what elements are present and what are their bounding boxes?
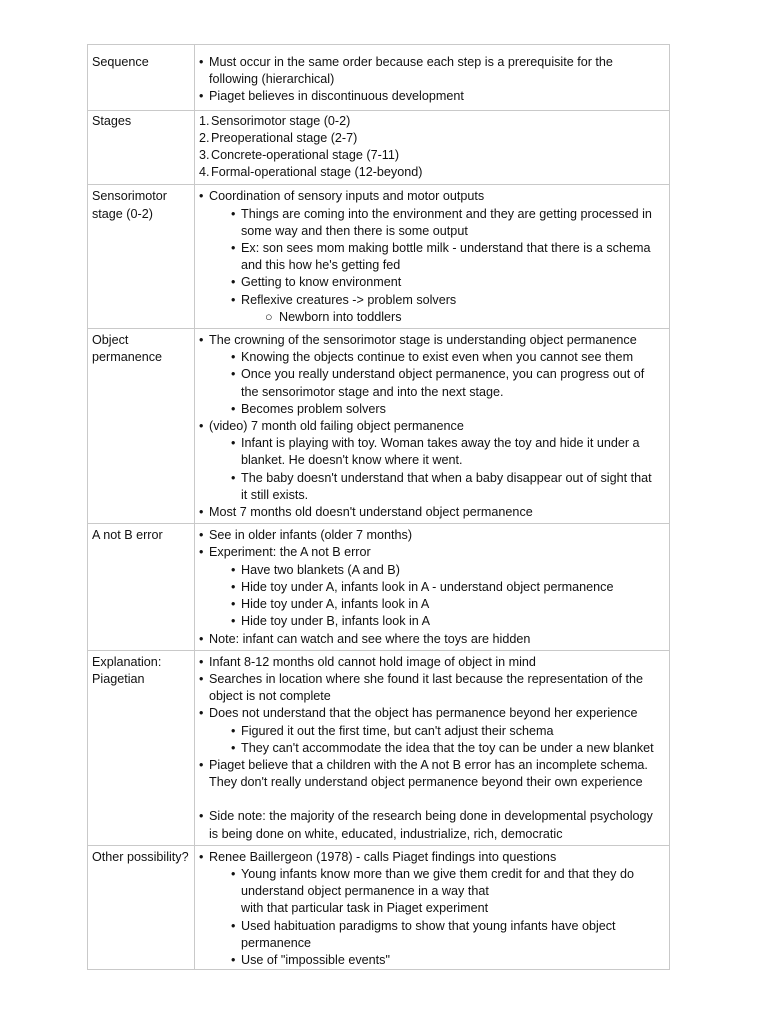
item-text: Piaget believe that a children with the A not B error has an incomplete schema. [209,757,648,772]
item-text: Hide toy under B, infants look in A [241,614,431,629]
bullet-icon: • [199,809,204,824]
bullet-item [199,596,663,613]
item-text: it still exists. [241,487,309,502]
bullet-item [199,866,663,883]
item-text: Infant 8-12 months old cannot hold image of object in mind [209,654,536,669]
bullet-icon: • [231,614,236,629]
item-text: Figured it out the first time, but can't adjust their schema [241,723,554,738]
item-text: Preoperational stage (2-7) [211,130,358,145]
item-text: blanket. He doesn't know where it went. [241,453,463,468]
bullet-icon: • [199,631,204,646]
term-label: Stages [92,113,132,128]
bullet-item [199,723,663,740]
bullet-icon: • [231,367,236,382]
bullet-icon: • [199,333,204,348]
bullet-icon: • [231,740,236,755]
bullet-item [199,452,663,469]
bullet-icon: • [231,292,236,307]
bullet-item [199,504,663,521]
bullet-icon: • [199,706,204,721]
term-cell [88,185,195,329]
note-row [88,845,670,969]
bullet-item [199,562,663,579]
item-text: Side note: the majority of the research being done in developmental psychology [209,809,653,824]
bullet-icon: • [231,470,236,485]
term-cell [88,329,195,524]
bullet-item [199,808,663,825]
bullet-item [199,654,663,671]
bullet-item [199,223,663,240]
list-number: 3. [199,148,210,163]
item-text: Does not understand that the object has permanence beyond her experience [209,706,638,721]
bullet-icon: • [199,55,204,69]
bullet-icon: • [231,562,236,577]
bullet-icon: • [231,401,236,416]
item-text: Formal-operational stage (12-beyond) [211,165,423,180]
bullet-icon: • [199,89,204,104]
bullet-item [199,527,663,544]
spacer [199,791,663,808]
bullet-item [199,688,663,705]
bullet-icon: • [231,436,236,451]
bullet-item [199,309,663,326]
item-text: Ex: son sees mom making bottle milk - understand that there is a schema [241,241,651,256]
bullet-icon: • [199,528,204,543]
item-text: Searches in location where she found it last because the representation of the [209,671,644,686]
term-cell [88,524,195,650]
term-label: Sensorimotor stage (0-2) [92,189,167,221]
bullet-item [199,292,663,309]
bullet-item [199,257,663,274]
item-text: Things are coming into the environment and they are getting processed in [241,206,652,221]
bullet-icon: • [231,918,236,933]
item-text: and this how he's getting fed [241,258,401,273]
bullet-icon: • [231,866,236,881]
term-cell [88,650,195,845]
bullet-icon: • [199,545,204,560]
bullet-icon: • [231,723,236,738]
item-text: object is not complete [209,689,331,704]
notes-cell [195,329,670,524]
item-text: Hide toy under A, infants look in A [241,597,430,612]
bullet-item [199,849,663,866]
item-text: Must occur in the same order because each step is a prerequisite for the [209,55,613,69]
term-label: A not B error [92,528,163,543]
item-text: Concrete-operational stage (7-11) [211,148,400,163]
note-row [88,110,670,185]
item-text: Sensorimotor stage (0-2) [211,113,351,128]
bullet-item [199,332,663,349]
bullet-item [199,774,663,791]
bullet-icon: • [199,849,204,864]
item-text: Coordination of sensory inputs and motor outputs [209,189,485,204]
bullet-item [199,54,663,71]
numbered-item [199,164,663,181]
item-text: Experiment: the A not B error [209,545,371,560]
item-text: Used habituation paradigms to show that young infants have object [241,918,616,933]
bullet-item [199,418,663,435]
item-text: Renee Baillergeon (1978) - calls Piaget findings into questions [209,849,557,864]
bullet-item [199,952,663,969]
circle-bullet-icon: ○ [265,309,273,324]
bullet-icon: • [199,419,204,434]
bullet-icon: • [199,505,204,520]
item-text: Newborn into toddlers [279,309,402,324]
term-label: Other possibility? [92,849,189,864]
item-text: Knowing the objects continue to exist even when you cannot see them [241,350,634,365]
bullet-item [199,435,663,452]
bullet-item [199,613,663,630]
numbered-item [199,113,663,130]
list-number: 2. [199,130,210,145]
bullet-item [199,188,663,205]
note-row [88,650,670,845]
bullet-icon: • [231,275,236,290]
item-text: Use of "impossible events" [241,952,390,967]
item-text: They don't really understand object permanence beyond their own experience [209,775,643,790]
item-text: The crowning of the sensorimotor stage is understanding object permanence [209,333,637,348]
item-text: with that particular task in Piaget experiment [241,901,489,916]
bullet-item [199,366,663,383]
numbered-item [199,130,663,147]
item-text: Reflexive creatures -> problem solvers [241,292,457,307]
bullet-item [199,544,663,561]
item-text: following (hierarchical) [209,72,335,87]
bullet-icon: • [199,654,204,669]
bullet-icon: • [231,597,236,612]
bullet-item [199,206,663,223]
bullet-icon: • [231,241,236,256]
item-text: Once you really understand object permanence, you can progress out of [241,367,645,382]
bullet-item [199,671,663,688]
bullet-item [199,740,663,757]
bullet-item [199,900,663,917]
bullet-item [199,401,663,418]
term-cell [88,45,195,111]
bullet-item [199,349,663,366]
bullet-item [199,71,663,88]
bullet-item [199,883,663,900]
note-row [88,45,670,111]
bullet-item [199,384,663,401]
bullet-icon: • [231,579,236,594]
item-text: Becomes problem solvers [241,401,386,416]
bullet-icon: • [231,952,236,967]
bullet-item [199,757,663,774]
list-number: 4. [199,165,210,180]
bullet-item [199,631,663,648]
bullet-item [199,579,663,596]
bullet-icon: • [231,350,236,365]
item-text: Piaget believes in discontinuous development [209,89,464,104]
notes-table [87,44,670,970]
bullet-icon: • [199,189,204,204]
note-row [88,185,670,329]
notes-cell [195,524,670,650]
bullet-item [199,274,663,291]
bullet-icon: • [199,671,204,686]
term-cell [88,110,195,185]
bullet-icon: • [199,757,204,772]
bullet-item [199,240,663,257]
bullet-item [199,88,663,105]
bullet-icon: • [231,206,236,221]
item-text: They can't accommodate the idea that the toy can be under a new blanket [241,740,654,755]
note-row [88,524,670,650]
bullet-item [199,470,663,487]
item-text: understand object permanence in a way that [241,884,489,899]
list-number: 1. [199,113,210,128]
item-text: the sensorimotor stage and into the next stage. [241,384,504,399]
notes-cell [195,185,670,329]
bullet-item [199,487,663,504]
bullet-item [199,918,663,935]
note-row [88,329,670,524]
item-text: Getting to know environment [241,275,402,290]
item-text: Most 7 months old doesn't understand object permanence [209,505,533,520]
term-label: Object permanence [92,333,163,365]
item-text: is being done on white, educated, industrialize, rich, democratic [209,826,563,841]
item-text: Have two blankets (A and B) [241,562,400,577]
item-text: The baby doesn't understand that when a baby disappear out of sight that [241,470,652,485]
bullet-item [199,826,663,843]
notes-table-body [88,45,670,970]
item-text: See in older infants (older 7 months) [209,528,413,543]
term-label: Explanation: Piagetian [92,654,162,686]
notes-cell [195,110,670,185]
term-label: Sequence [92,55,149,69]
term-cell [88,845,195,969]
bullet-item [199,705,663,722]
item-text: permanence [241,935,312,950]
notes-cell [195,650,670,845]
item-text: Young infants know more than we give them credit for and that they do [241,866,634,881]
item-text: (video) 7 month old failing object permanence [209,419,464,434]
item-text: Note: infant can watch and see where the toys are hidden [209,631,531,646]
item-text: some way and then there is some output [241,223,468,238]
notes-cell [195,845,670,969]
item-text: Infant is playing with toy. Woman takes away the toy and hide it under a [241,436,640,451]
item-text: Hide toy under A, infants look in A - understand object permanence [241,579,614,594]
notes-cell [195,45,670,111]
bullet-item [199,935,663,952]
numbered-item [199,147,663,164]
